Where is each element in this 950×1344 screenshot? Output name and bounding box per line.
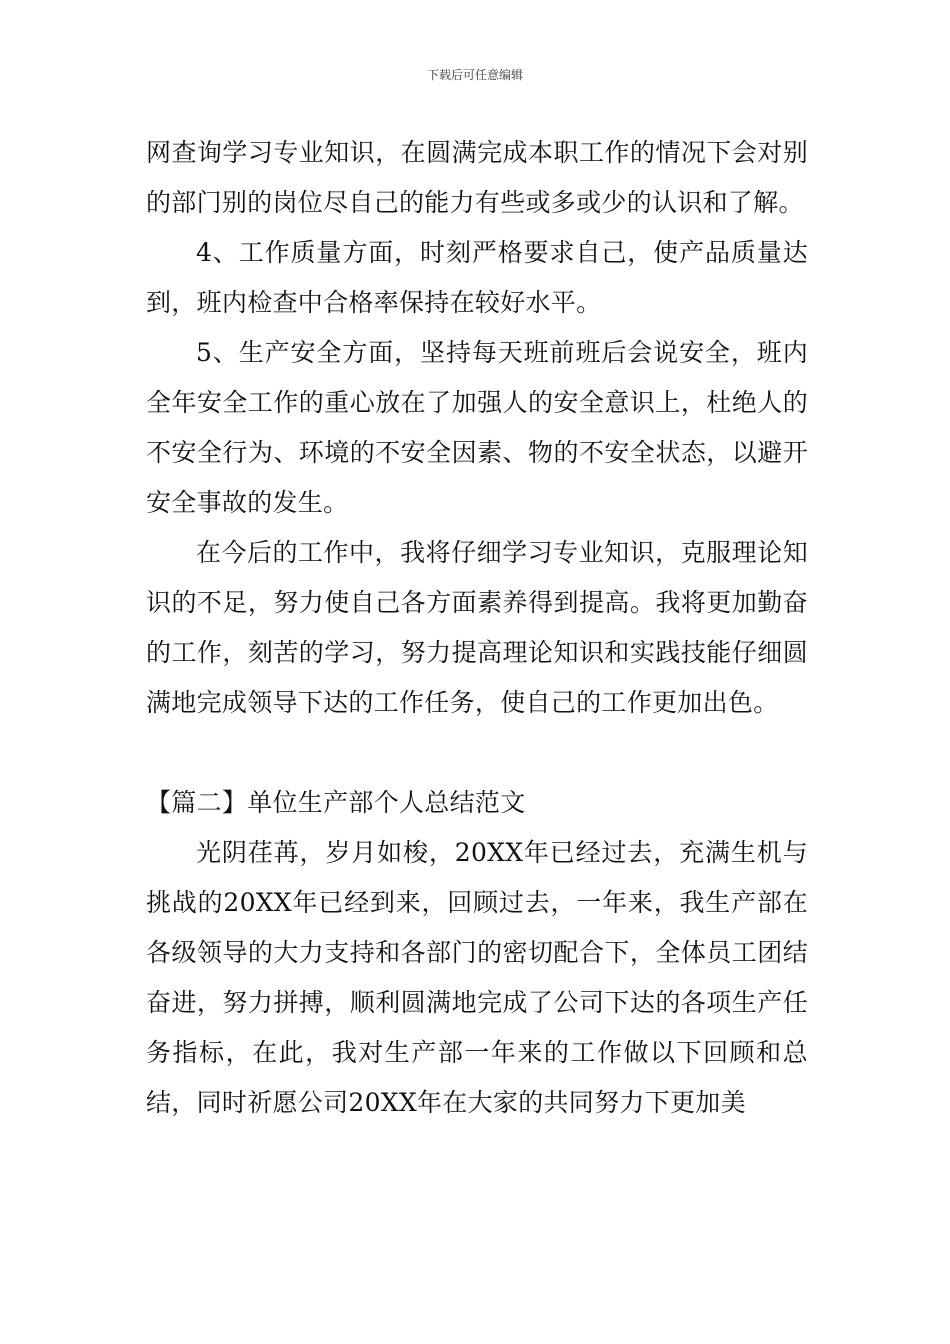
header-note: 下载后可任意编辑 xyxy=(426,68,523,82)
document-body xyxy=(146,128,808,1128)
paragraph-production-safety: 5、生产安全方面，坚持每天班前班后会说安全，班内全年安全工作的重心放在了加强人的安全意识上，杜绝人的不安全行为、环境的不安全因素、物的不安全状态，以避开安全事故的发生。 xyxy=(146,338,808,517)
paragraph-continued: 网查询学习专业知识，在圆满完成本职工作的情况下会对别的部门别的岗位尽自己的能力有些或多或少的认识和了解。 xyxy=(146,138,808,217)
section-title: 【篇二】单位生产部个人总结范文 xyxy=(146,788,526,817)
paragraph-future-work: 在今后的工作中，我将仔细学习专业知识，克服理论知识的不足，努力使自己各方面素养得到提高。我将更加勤奋的工作，刻苦的学习，努力提高理论知识和实践技能仔细圆满地完成领导下达的工作任务，使自己的工作更加出色。 xyxy=(146,538,808,717)
paragraph-section-two-intro: 光阴荏苒，岁月如梭，20XX年已经过去，充满生机与挑战的20XX年已经到来，回顾过去，一年来，我生产部在各级领导的大力支持和各部门的密切配合下，全体员工团结奋进，努力拼搏，顺利圆满地完成了公司下达的各项生产任务指标，在此，我对生产部一年来的工作做以下回顾和总结，同时祈愿公司20XX年在大家的共同努力下更加美 xyxy=(146,838,808,1117)
paragraph-work-quality: 4、工作质量方面，时刻严格要求自己，使产品质量达到，班内检查中合格率保持在较好水平。 xyxy=(146,238,808,317)
